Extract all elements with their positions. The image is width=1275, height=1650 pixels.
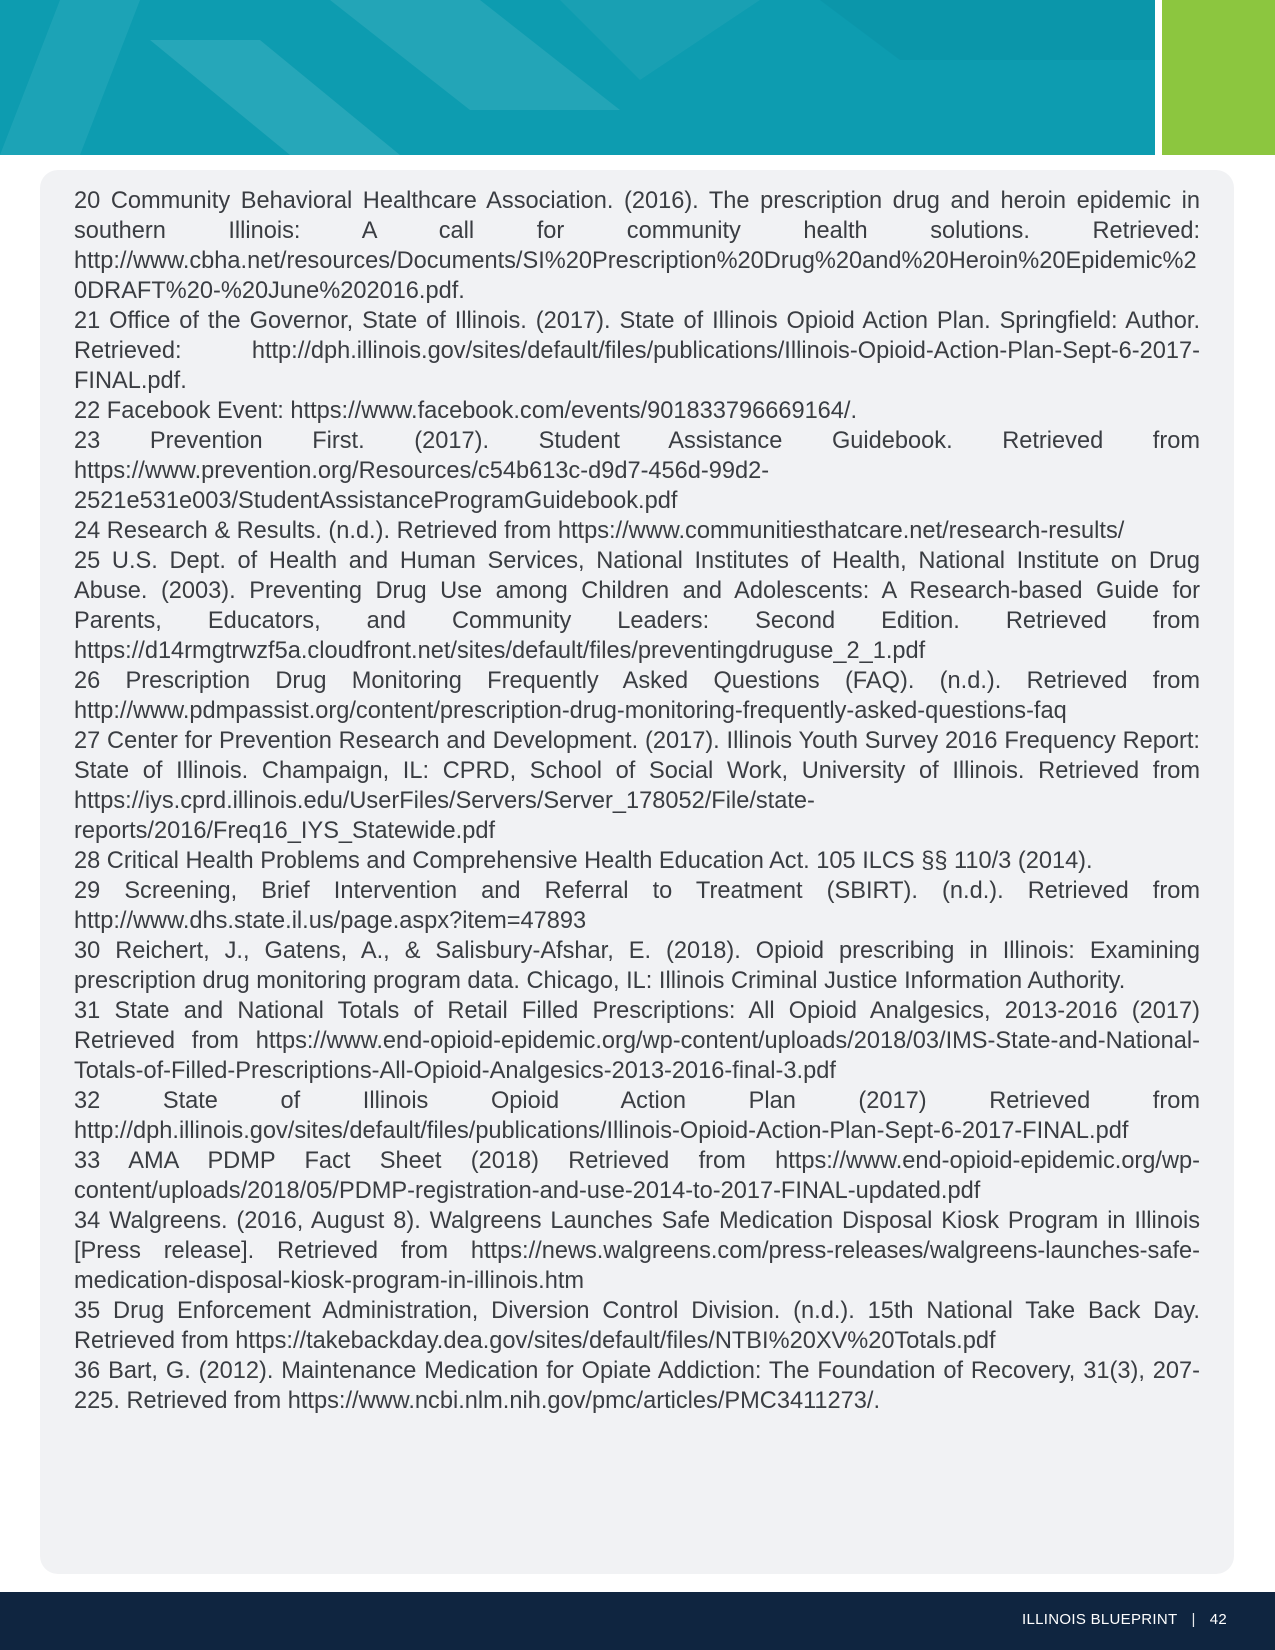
accent-block — [1162, 0, 1275, 155]
reference-item: 31 State and National Totals of Retail Filled Prescriptions: All Opioid Analgesics, 2013-2016 (2017) Retrieved from https://www.end-opioid-epidemic.org/wp-content/uploads/2018/03/IMS-State-and-National-Totals-of-Filled-Prescriptions-All-Opioid-Analgesics-2013-2016-final-3.pdf — [74, 998, 1200, 1084]
reference-item: 26 Prescription Drug Monitoring Frequently Asked Questions (FAQ). (n.d.). Retrieved from http://www.pdmpassist.org/content/prescription-drug-monitoring-frequently-asked-questions-faq — [74, 668, 1200, 724]
footer-separator: | — [1191, 1611, 1196, 1628]
reference-item: 35 Drug Enforcement Administration, Diversion Control Division. (n.d.). 15th National Take Back Day. Retrieved from https://takebackday.dea.gov/sites/default/files/NTBI%20XV%20Totals.pdf — [74, 1298, 1200, 1354]
reference-item: 28 Critical Health Problems and Comprehensive Health Education Act. 105 ILCS §§ 110/3 (2014). — [74, 848, 1093, 874]
reference-item: 32 State of Illinois Opioid Action Plan (2017) Retrieved from http://dph.illinois.gov/sites/default/files/publications/Illinois-Opioid-Action-Plan-Sept-6-2017-FINAL.pdf — [74, 1088, 1200, 1144]
references-panel — [40, 170, 1234, 1574]
footer-label — [1022, 1611, 1227, 1628]
reference-item: 30 Reichert, J., Gatens, A., & Salisbury-Afshar, E. (2018). Opioid prescribing in Illinois: Examining prescription drug monitoring program data. Chicago, IL: Illinois Criminal Justice Information Authority. — [74, 938, 1200, 994]
reference-item: 27 Center for Prevention Research and Development. (2017). Illinois Youth Survey 2016 Frequency Report: State of Illinois. Champaign, IL: CPRD, School of Social Work, University of Illinois. Retrieved from https://iys.cprd.illinois.edu/UserFiles/Servers/Server_178052/File/state-reports/2016/Freq16_IYS_Statewide.pdf — [74, 728, 1200, 844]
reference-item: 23 Prevention First. (2017). Student Assistance Guidebook. Retrieved from https://www.prevention.org/Resources/c54b613c-d9d7-456d-99d2-2521e531e003/StudentAssistanceProgramGuidebook.pdf — [74, 428, 1200, 514]
reference-item: 33 AMA PDMP Fact Sheet (2018) Retrieved from https://www.end-opioid-epidemic.org/wp-content/uploads/2018/05/PDMP-registration-and-use-2014-to-2017-FINAL-updated.pdf — [74, 1148, 1200, 1204]
reference-item: 22 Facebook Event: https://www.facebook.com/events/901833796669164/. — [74, 398, 858, 424]
reference-item: 24 Research & Results. (n.d.). Retrieved from https://www.communitiesthatcare.net/research-results/ — [74, 518, 1125, 544]
reference-item: 29 Screening, Brief Intervention and Referral to Treatment (SBIRT). (n.d.). Retrieved from http://www.dhs.state.il.us/page.aspx?item=47893 — [74, 878, 1200, 934]
header-pattern — [0, 0, 1155, 155]
page-number: 42 — [1209, 1611, 1227, 1628]
reference-item: 25 U.S. Dept. of Health and Human Services, National Institutes of Health, National Institute on Drug Abuse. (2003). Preventing Drug Use among Children and Adolescents: A Research-based Guide for Parents, Educators, and Community Leaders: Second Edition. Retrieved from https://d14rmgtrwzf5a.cloudfront.net/sites/default/files/preventingdruguse_2_1.pdf — [74, 548, 1200, 664]
reference-item: 36 Bart, G. (2012). Maintenance Medication for Opiate Addiction: The Foundation of Recovery, 31(3), 207-225. Retrieved from https://www.ncbi.nlm.nih.gov/pmc/articles/PMC3411273/. — [74, 1358, 1200, 1414]
header-band — [0, 0, 1155, 155]
reference-list — [74, 186, 1200, 1416]
reference-item: 21 Office of the Governor, State of Illinois. (2017). State of Illinois Opioid Action Plan. Springfield: Author. Retrieved: http://dph.illinois.gov/sites/default/files/publications/Illinois-Opioid-Action-Plan-Sept-6-2017-FINAL.pdf. — [74, 308, 1200, 394]
footer-bar — [0, 1592, 1275, 1650]
reference-item: 20 Community Behavioral Healthcare Association. (2016). The prescription drug and heroin epidemic in southern Illinois: A call for community health solutions. Retrieved: http://www.cbha.net/resources/Documents/SI%20Prescription%20Drug%20and%20Heroin%20Epidemic%20DRAFT%20-%20June%202016.pdf. — [74, 188, 1200, 304]
reference-item: 34 Walgreens. (2016, August 8). Walgreens Launches Safe Medication Disposal Kiosk Program in Illinois [Press release]. Retrieved from https://news.walgreens.com/press-releases/walgreens-launches-safe-medication-disposal-kiosk-program-in-illinois.htm — [74, 1208, 1200, 1294]
publication-title: ILLINOIS BLUEPRINT — [1022, 1611, 1178, 1628]
